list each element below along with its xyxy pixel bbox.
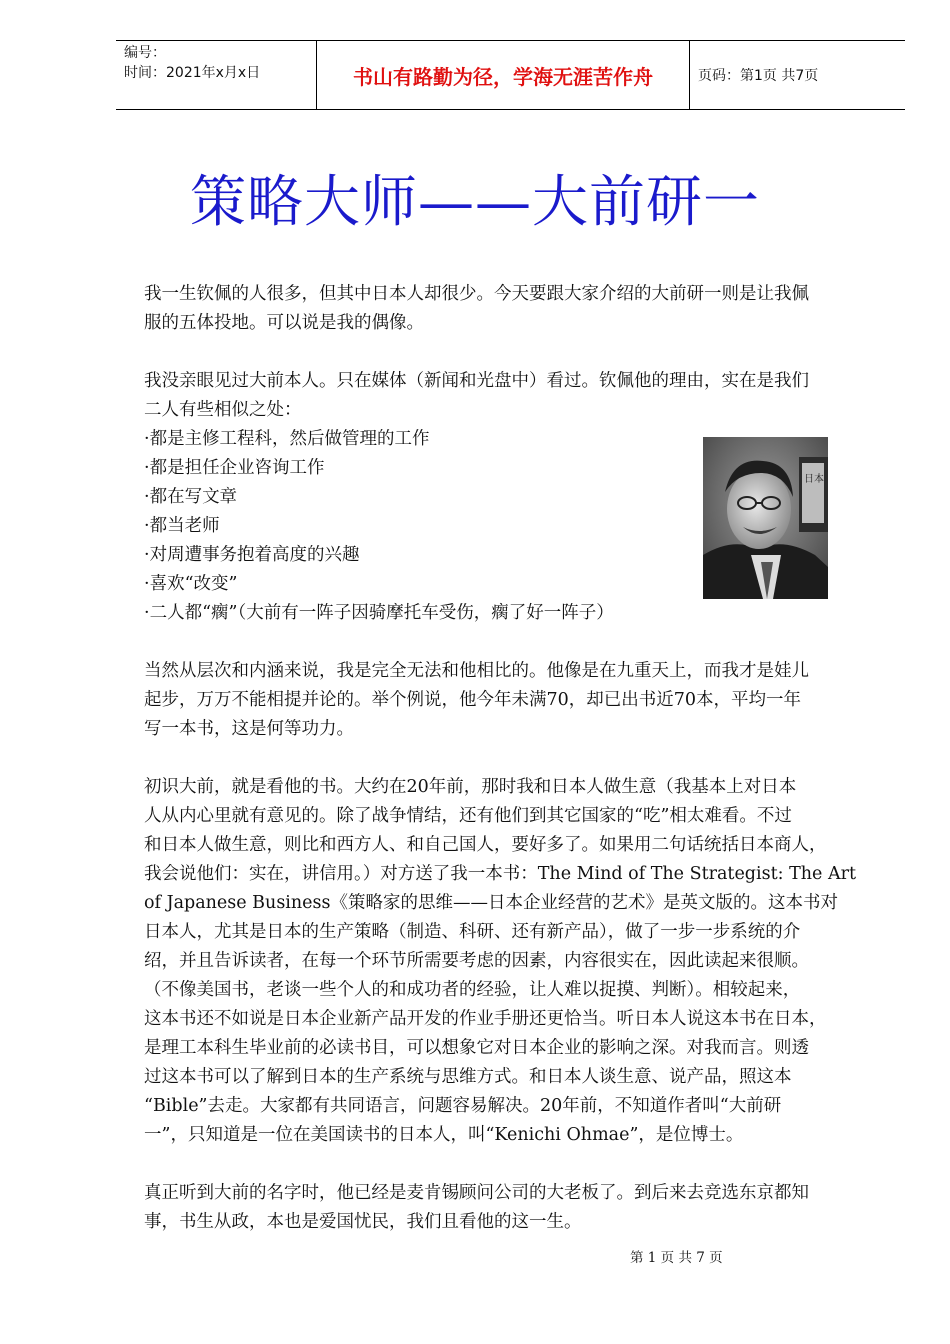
serial-label: 编号： — [124, 45, 166, 61]
text-line: 起步，万万不能相提并论的。举个例说，他今年未满70，却已出书近70本，平均一年 — [144, 690, 802, 710]
page-footer: 第 1 页 共 7 页 — [630, 1250, 723, 1266]
text-line: 服的五体投地。可以说是我的偶像。 — [144, 313, 424, 333]
portrait-illustration — [703, 437, 828, 599]
paragraph-first-encounter — [144, 773, 884, 1150]
text-line: （不像美国书，老谈一些个人的和成功者的经验，让人难以捉摸、判断）。相较起来， — [144, 980, 801, 1000]
text-line: 我会说他们：实在，讲信用。）对方送了我一本书：The Mind of The Strategist: The Art — [144, 864, 856, 884]
motto: 书山有路勤为径，学海无涯苦作舟 — [353, 64, 653, 89]
text-line: 我一生钦佩的人很多，但其中日本人却很少。今天要跟大家介绍的大前研一则是让我佩 — [144, 284, 809, 304]
page-label: 页码：第1页 共7页 — [698, 68, 819, 84]
text-line: 过这本书可以了解到日本的生产系统与思维方式。和日本人谈生意、说产品，照这本 — [144, 1067, 792, 1087]
paragraph-intro — [144, 280, 884, 338]
text-line: 是理工本科生毕业前的必读书目，可以想象它对日本企业的影响之深。对我而言。则透 — [144, 1038, 809, 1058]
text-line: 二人有些相似之处： — [144, 400, 302, 420]
text-line: 写一本书，这是何等功力。 — [144, 719, 354, 739]
header-page-cell — [690, 41, 905, 109]
book-spine-text: 日本 — [804, 474, 824, 485]
text-line: “Bible”去走。大家都有共同语言，问题容易解决。20年前，不知道作者叫“大前研 — [144, 1096, 782, 1116]
text-line: 当然从层次和内涵来说，我是完全无法和他相比的。他像是在九重天上，而我才是娃儿 — [144, 661, 809, 681]
text-line: of Japanese Business《策略家的思维——日本企业经营的艺术》是英文版的。这本书对 — [144, 893, 838, 913]
text-line: 日本人，尤其是日本的生产策略（制造、科研、还有新产品），做了一步一步系统的介 — [144, 922, 801, 942]
text-line: 绍，并且告诉读者，在每一个环节所需要考虑的因素，内容很实在，因此读起来很顺。 — [144, 951, 809, 971]
list-item: ·对周遭事务抱着高度的兴趣 — [144, 545, 360, 565]
text-line: 这本书还不如说是日本企业新产品开发的作业手册还更恰当。听日本人说这本书在日本， — [144, 1009, 827, 1029]
text-line: 我没亲眼见过大前本人。只在媒体（新闻和光盘中）看过。钦佩他的理由，实在是我们 — [144, 371, 809, 391]
list-item: ·都是担任企业咨询工作 — [144, 458, 325, 478]
list-item: ·二人都“瘸”（大前有一阵子因骑摩托车受伤，瘸了好一阵子） — [144, 603, 614, 623]
document-body — [144, 280, 884, 1237]
list-item: ·都当老师 — [144, 516, 220, 536]
portrait-photo — [703, 437, 828, 599]
header-table — [116, 40, 905, 110]
header-motto-cell — [316, 41, 690, 109]
text-line: 事，书生从政，本也是爱国忧民，我们且看他的这一生。 — [144, 1212, 582, 1232]
list-item: ·都是主修工程科，然后做管理的工作 — [144, 429, 430, 449]
text-line: 一”，只知道是一位在美国读书的日本人，叫“Kenichi Ohmae”，是位博士。 — [144, 1125, 744, 1145]
paragraph-mckinsey — [144, 1179, 884, 1237]
list-item: ·喜欢“改变” — [144, 574, 238, 594]
text-line: 真正听到大前的名字时，他已经是麦肯锡顾问公司的大老板了。到后来去竞选东京都知 — [144, 1183, 809, 1203]
header-info-cell — [116, 41, 316, 109]
document-title: 策略大师——大前研一 — [190, 170, 760, 235]
paragraph-comparison — [144, 657, 884, 744]
text-line: 人从内心里就有意见的。除了战争情结，还有他们到其它国家的“吃”相太难看。不过 — [144, 806, 792, 826]
text-line: 和日本人做生意，则比和西方人、和自己国人，要好多了。如果用二句话统括日本商人， — [144, 835, 827, 855]
list-item: ·都在写文章 — [144, 487, 238, 507]
time-label: 时间：2021年x月x日 — [124, 65, 261, 81]
text-line: 初识大前，就是看他的书。大约在20年前，那时我和日本人做生意（我基本上对日本 — [144, 777, 797, 797]
